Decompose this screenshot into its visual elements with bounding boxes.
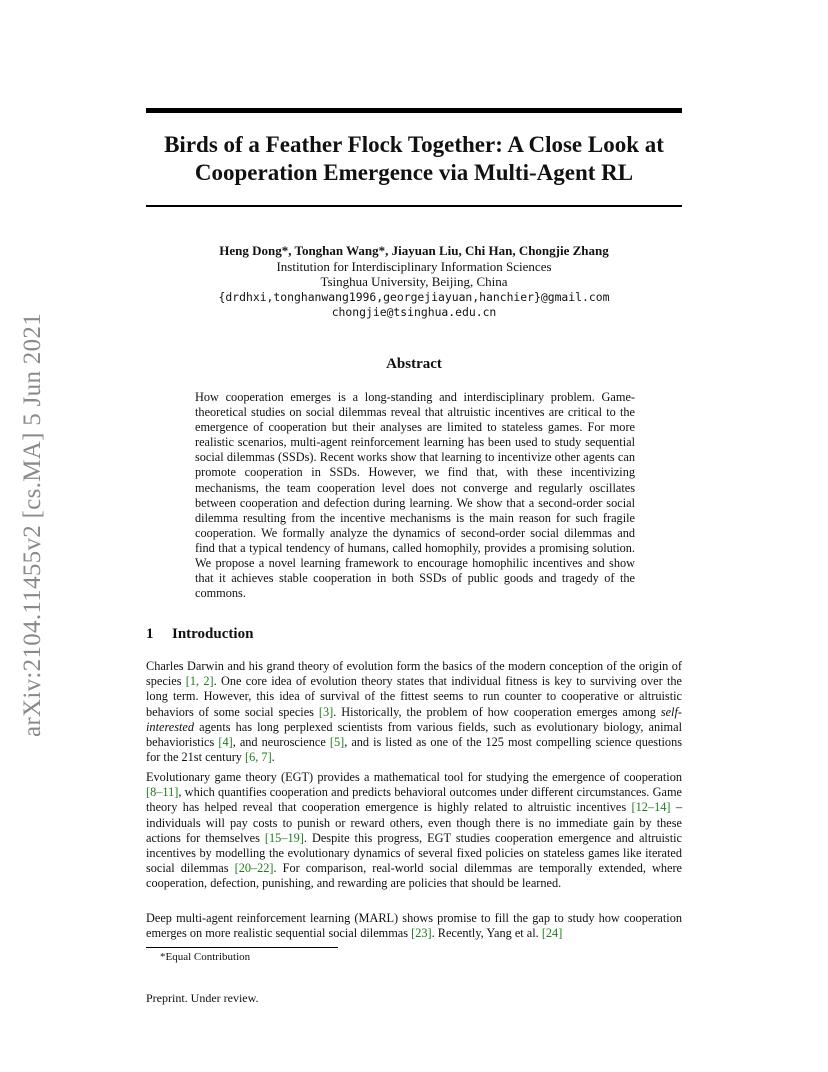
arxiv-identifier: arXiv:2104.11455v2 [cs.MA] 5 Jun 2021 [19, 312, 46, 738]
paper-title [146, 131, 682, 187]
footnote-equal-contribution: *Equal Contribution [160, 951, 251, 963]
citation-link[interactable]: [1, 2] [185, 674, 214, 689]
page-footer: Preprint. Under review. [146, 991, 259, 1005]
abstract-heading: Abstract [386, 356, 442, 372]
text-run: . Historically, the problem of how cooperation emerges among [333, 704, 661, 719]
citation-link[interactable]: [5] [329, 735, 345, 750]
text-run: , and is listed as one of the 125 most compelling science questions for the 21st century [146, 735, 683, 765]
text-run: . One core idea of evolution theory states that individual fitness is key to surviving over the long term. However, this idea of survival of the fittest seems to run counter to cooperative or altruistic behaviors of some social species [146, 674, 682, 719]
title-bottom-rule [146, 205, 682, 207]
author-block [146, 243, 682, 321]
author-university: Tsinghua University, Beijing, China [320, 274, 508, 289]
arxiv-sidebar [14, 290, 52, 760]
citation-link[interactable]: [15–19] [264, 830, 304, 845]
text-run: . Despite this progress, EGT studies cooperation emergence and altruistic incentives by modelling the evolutionary dynamics of several fixed policies on stateless games like iterated social dilemmas [146, 830, 682, 876]
intro-paragraph-2 [146, 770, 682, 892]
citation-link[interactable]: [3] [318, 704, 334, 719]
section-number: 1 [146, 626, 154, 642]
intro-paragraph-3 [146, 911, 682, 941]
title-top-rule [146, 108, 682, 113]
author-emails: {drdhxi,tonghanwang1996,georgejiayuan,hanchier}@gmail.com [218, 289, 610, 304]
citation-link[interactable]: [4] [218, 735, 233, 750]
text-run: Charles Darwin and his grand theory of evolution form the basics of the modern conception of the origin of species [146, 659, 682, 689]
citation-link[interactable]: [8–11] [146, 785, 179, 800]
citation-link[interactable]: [24] [541, 926, 563, 941]
text-run: agents has long perplexed scientists from various fields, such as evolutionary biology, animal behavioristics [146, 719, 682, 750]
text-run: Deep multi-agent reinforcement learning (MARL) shows promise to fill the gap to study how cooperation emerges on more realistic sequential social dilemmas [146, 911, 682, 941]
citation-link[interactable]: [12–14] [631, 800, 671, 815]
author-affiliation: Institution for Interdisciplinary Information Sciences [276, 258, 552, 274]
citation-link[interactable]: [6, 7] [245, 750, 272, 765]
author-names: Heng Dong*, Tonghan Wang*, Jiayuan Liu, Chi Han, Chongjie Zhang [219, 243, 609, 258]
abstract-text: How cooperation emerges is a long-standing and interdisciplinary problem. Game-theoretical studies on social dilemmas reveal that altruistic incentives are critical to the emergence of cooperation but their analyses are limited to stateless games. For more realistic scenarios, multi-agent reinforcement learning has been used to study sequential social dilemmas (SSDs). Recent works show that learning to incentivize other agents can promote cooperation in SSDs. However, we find that, with these incentivizing mechanisms, the team cooperation level does not converge and regularly oscillates between cooperation and defection during learning. We show that a second-order social dilemma resulting from the incentive mechanisms is the main reason for such fragile cooperation. We formally analyze the dynamics of second-order social dilemmas and find that a typical tendency of humans, called homophily, provides a promising solution. We propose a novel learning framework to encourage homophilic incentives and show that it achieves stable cooperation in both SSDs of public goods and tragedy of the commons. [195, 390, 635, 601]
text-run: . [271, 750, 275, 765]
footnote-rule [146, 947, 338, 948]
text-run: – individuals will pay costs to punish or reward others, even though there is no immediate gain by these actions for themselves [146, 800, 682, 845]
text-run: . For comparison, real-world social dilemmas are temporally extended, where cooperation, defection, punishing, and rewarding are policies that should be learned. [146, 861, 682, 891]
title-line-2: Cooperation Emergence via Multi-Agent RL [194, 160, 634, 185]
citation-link[interactable]: [20–22] [234, 861, 274, 876]
section-heading-introduction [146, 626, 253, 643]
citation-link[interactable]: [23] [411, 926, 432, 941]
emphasis-text: self-interested [146, 704, 682, 734]
text-run: . Recently, Yang et al. [431, 926, 542, 941]
text-run: , which quantifies cooperation and predicts behavioral outcomes under different circumstances. Game theory has helped reveal that cooperation emergence is highly related to altruistic incentives [146, 785, 682, 815]
text-run: , and neuroscience [232, 735, 330, 750]
text-run: Evolutionary game theory (EGT) provides a mathematical tool for studying the emergence of cooperation [146, 770, 682, 784]
author-email-secondary: chongjie@tsinghua.edu.cn [331, 305, 497, 319]
section-title: Introduction [172, 626, 254, 642]
intro-paragraph-1 [146, 659, 682, 765]
title-line-1: Birds of a Feather Flock Together: A Close Look at [164, 132, 664, 157]
